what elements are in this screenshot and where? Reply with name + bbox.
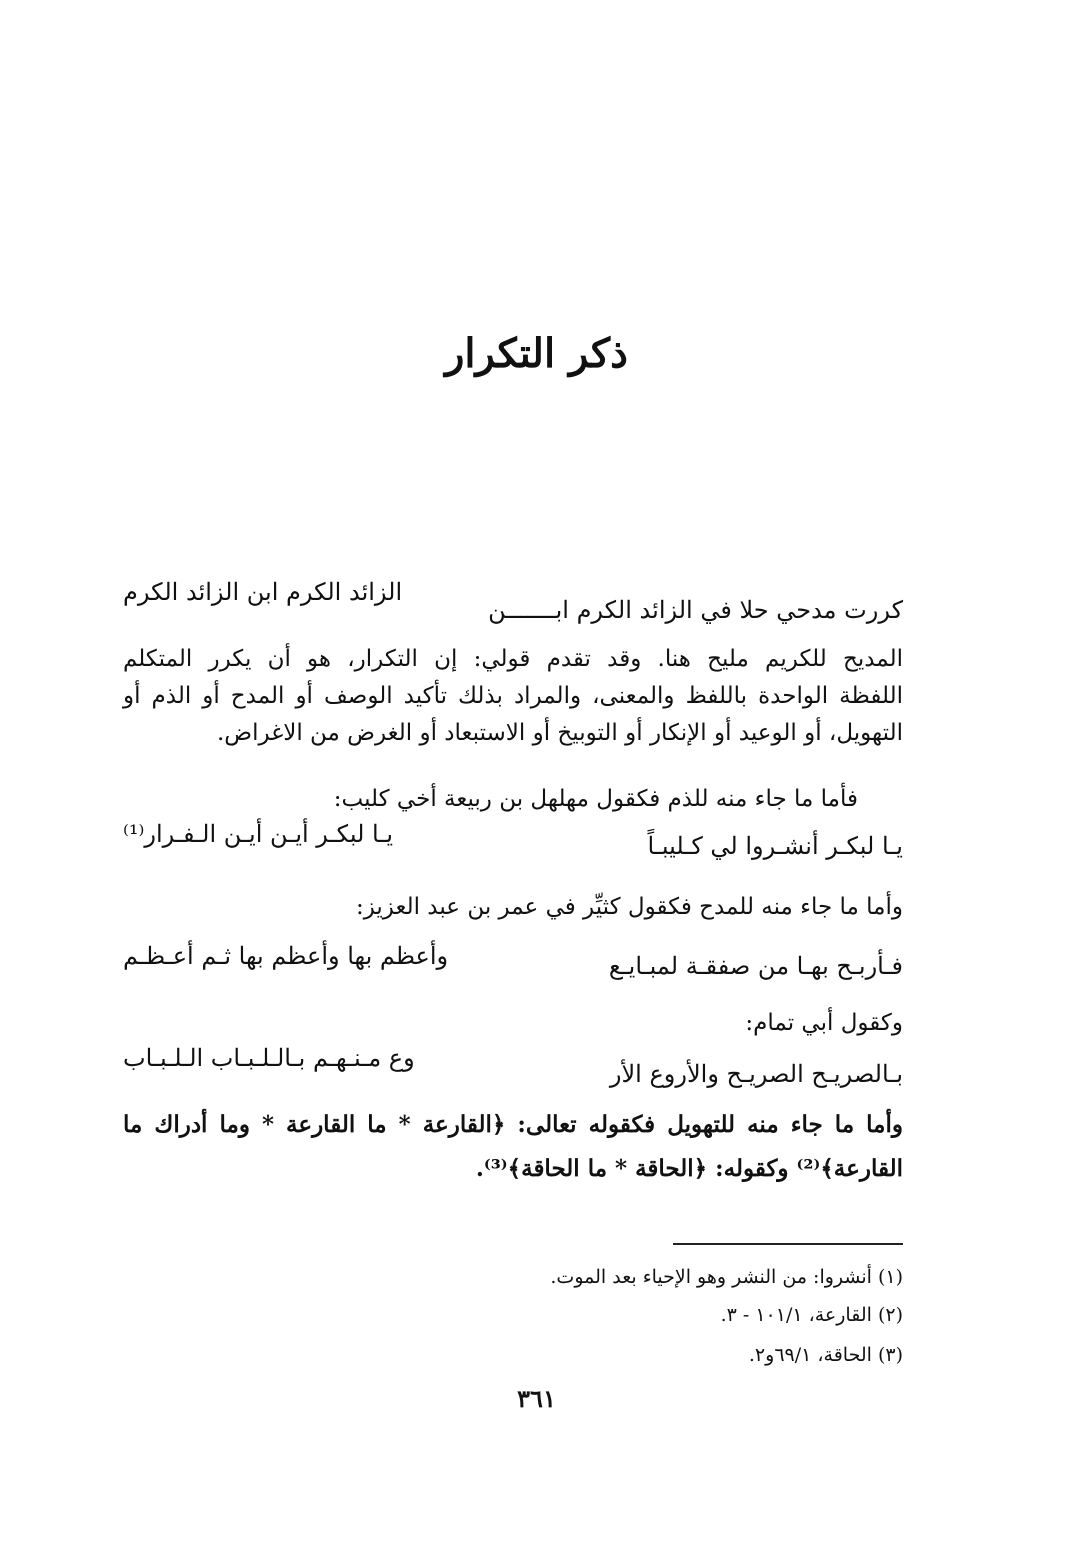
verse-1: [123, 578, 903, 624]
verse-3-second-hemistich: وأعظم بها وأعظم بها ثـم أعـظـم: [123, 942, 449, 970]
footnote-3: (٣) الحاقة، ٦٩/١و٢.: [748, 1344, 903, 1366]
footnote-1: (١) أنشروا: من النشر وهو الإحياء بعد الموت.: [550, 1266, 903, 1288]
verse-3: [123, 942, 903, 982]
verse-2: [123, 820, 903, 872]
paragraph-5-line-2: القارعة﴾⁽²⁾ وكقوله: ﴿الحاقة * ما الحاقة﴾⁽³⁾.: [475, 1155, 903, 1182]
verse-1-second-hemistich: الزائد الكرم ابن الزائد الكرم: [123, 578, 403, 606]
verse-2-first-hemistich: يـا لبكـر أنشـروا لي كـليبـاً: [647, 832, 903, 860]
verse-4: [123, 1044, 903, 1088]
para1-line1-text: المديح للكريم مليح هنا. وقد تقدم قولي: إن التكرار، هو أن يكرر المتكلم: [123, 646, 903, 672]
paragraph-1-line-3: التهويل، أو الوعيد أو الإنكار أو التوبيخ أو الاستبعاد أو الغرض من الاغراض.: [217, 720, 903, 746]
footnote-2: (٢) القارعة، ١٠١/١ - ٣.: [720, 1304, 903, 1326]
chapter-title: ذكر التكرار: [445, 330, 628, 377]
intro-line-dhamm: فأما ما جاء منه للذم فكقول مهلهل بن ربيعة أخي كليب:: [333, 786, 858, 812]
verse-4-first-hemistich: بـالصريـح الصريـح والأروع الأر: [609, 1060, 903, 1088]
verse-4-second-hemistich: وع مـنـهـم بـالـلـبـاب الـلـبـاب: [123, 1044, 415, 1072]
verse-3-first-hemistich: فـأربـح بهـا من صفقـة لمبـايـع: [608, 952, 903, 980]
footnote-separator: [673, 1243, 903, 1245]
page-number: ٣٦١: [517, 1384, 556, 1413]
intro-line-madh: وأما ما جاء منه للمدح فكقول كثيِّر في عمر بن عبد العزيز:: [355, 894, 903, 920]
paragraph-1-line-1: [123, 644, 903, 674]
verse-2-second-hemistich: يـا لبكـر أيـن أيـن الـفـرار⁽¹⁾: [123, 820, 394, 848]
intro-line-abi-tammam: وكقول أبي تمام:: [745, 1010, 903, 1036]
verse-1-first-hemistich: كررت مدحي حلا في الزائد الكرم ابـــــــن: [488, 596, 903, 624]
paragraph-1-line-2: اللفظة الواحدة باللفظ والمعنى، والمراد بذلك تأكيد الوصف أو المدح أو الذم أو: [123, 683, 903, 709]
paragraph-5-line-1: وأما ما جاء منه للتهويل فكقوله تعالى: ﴿القارعة * ما القارعة * وما أدراك ما: [123, 1111, 903, 1138]
